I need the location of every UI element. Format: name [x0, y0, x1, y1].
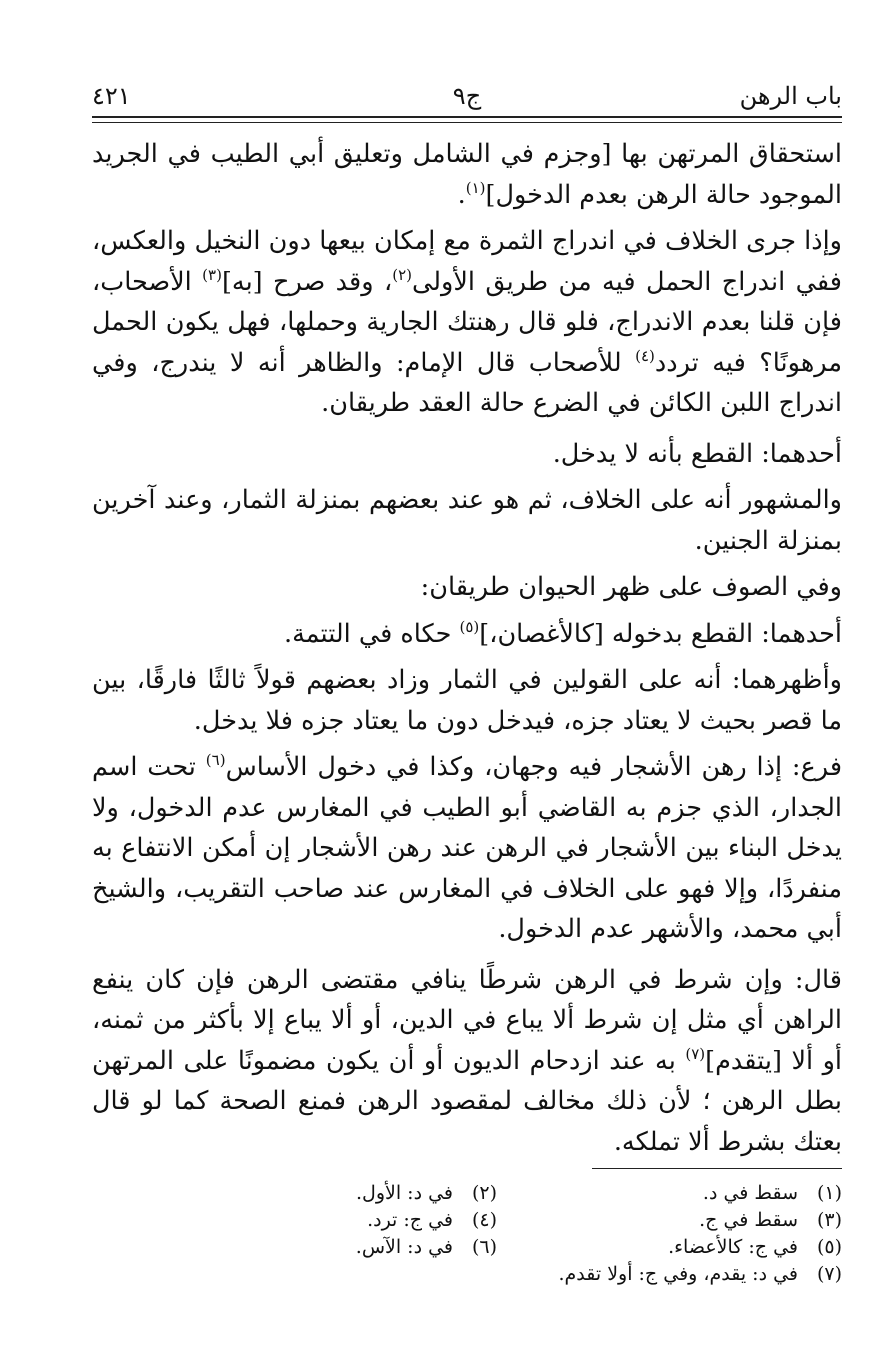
footnote-ref: (٥) — [459, 617, 480, 636]
header-rule — [92, 116, 842, 118]
footnote-number: (٧) — [816, 1263, 842, 1285]
footnote-text: في ج: كالأعضاء. — [668, 1236, 798, 1258]
footnote-text: سقط في د. — [702, 1182, 798, 1204]
footnote-text: في د: الآس. — [355, 1236, 453, 1258]
page-number: ٤٢١ — [92, 82, 131, 110]
footnote-number: (٣) — [816, 1209, 842, 1231]
paragraph: أحدهما: القطع بدخوله [كالأغصان،]$^{(٥)}$ حكاه في التتمة. — [283, 617, 842, 649]
footnote-ref: (٤) — [635, 346, 655, 365]
footnote-number: (٢) — [471, 1182, 497, 1204]
header-rule-thin — [92, 122, 842, 123]
footnote-ref: (٣) — [202, 265, 222, 284]
chapter-title: باب الرهن — [739, 82, 842, 110]
footnote-ref: (١) — [465, 178, 486, 197]
footnote-item — [703, 1180, 842, 1207]
footnote-item — [699, 1207, 842, 1234]
paragraph: وأظهرهما: أنه على القولين في الثمار وزاد بعضهم قولاً ثالثًا فارقًا، بين ما قصر بحيث لا يعتاد جزه، فيدخل دون ما يعتاد جزه فلا يدخل. — [92, 665, 842, 736]
paragraph: أحدهما: القطع بأنه لا يدخل. — [552, 438, 842, 469]
main-text — [92, 134, 842, 1168]
paragraph: وفي الصوف على ظهر الحيوان طريقان: — [420, 572, 842, 602]
paragraph: قال: وإن شرط في الرهن شرطًا ينافي مقتضى الرهن فإن كان ينفع الراهن أي مثل إن شرط ألا يباع في الدين، أو ألا يباع إلا بأكثر من ثمنه، أو ألا [يتقدم]$^{(٧)}$ به عند ازدحام الديون أو أن يكون مضمونًا على المرتهن بطل الرهن ؛ لأن ذلك مخالف لمقصود الرهن فمنع الصحة كما لو قال بعتك بشرط ألا تملكه. — [92, 964, 843, 1157]
footnote-text: في ج: ترد. — [367, 1209, 453, 1231]
footnote-number: (١) — [816, 1182, 842, 1204]
footnote-text: في د: الأول. — [356, 1182, 453, 1204]
footnote-number: (٦) — [471, 1236, 497, 1258]
volume-label: ج٩ — [452, 82, 482, 110]
footnote-item — [558, 1261, 842, 1288]
footnote-text: سقط في ج. — [699, 1209, 798, 1231]
footnote-number: (٥) — [816, 1236, 842, 1258]
paragraph: فرع: إذا رهن الأشجار فيه وجهان، وكذا في دخول الأساس$^{(٦)}$ تحت اسم الجدار، الذي جزم به القاضي أبو الطيب في المغارس عدم الدخول، ولا يدخل البناء بين الأشجار في الرهن عند رهن الأشجار إن أمكن الانتفاع به منفردًا، وإلا فهو على الخلاف في المغارس عند صاحب التقريب، والشيخ أبي محمد، والأشهر عدم الدخول. — [92, 751, 843, 944]
footnote-text: في د: يقدم، وفي ج: أولا تقدم. — [558, 1263, 798, 1285]
paragraph: والمشهور أنه على الخلاف، ثم هو عند بعضهم بمنزلة الثمار، وعند آخرين بمنزلة الجنين. — [92, 485, 842, 556]
footnote-item — [356, 1180, 497, 1207]
footnote-ref: (٧) — [685, 1044, 706, 1063]
footnote-ref: (٢) — [392, 265, 412, 284]
footnote-item — [668, 1234, 842, 1261]
footnote-item — [356, 1234, 497, 1261]
footnote-number: (٤) — [471, 1209, 497, 1231]
footnote-item — [367, 1207, 497, 1234]
paragraph: استحقاق المرتهن بها [وجزم في الشامل وتعليق أبي الطيب في الجريد الموجود حالة الرهن بعدم الدخول]$^{(١)}$. — [92, 139, 842, 210]
footnote-separator — [592, 1168, 842, 1169]
running-header — [92, 78, 842, 114]
footnote-ref: (٦) — [205, 751, 226, 769]
paragraph: وإذا جرى الخلاف في اندراج الثمرة مع إمكان بيعها دون النخيل والعكس، ففي اندراج الحمل فيه من طريق الأولى$^{(٢)}$، وقد صرح [به]$^{(٣)}$ الأصحاب، فإن قلنا بعدم الاندراج، فلو قال رهنتك الجارية وحملها، فهل يكون الحمل مرهونًا؟ فيه تردد$^{(٤)}$ للأصحاب قال الإمام: والظاهر أنه لا يندرج، وفي اندراج اللبن الكائن في الضرع حالة العقد طريقان. — [92, 226, 842, 418]
